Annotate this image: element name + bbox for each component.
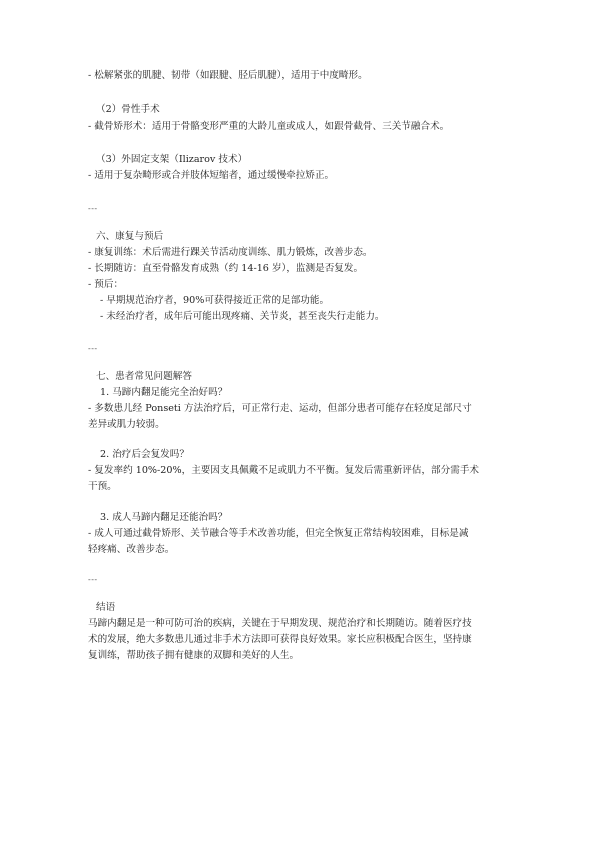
closing-heading: 结语 xyxy=(96,602,116,613)
text-line: 复训练，帮助孩子拥有健康的双脚和美好的人生。 xyxy=(88,650,300,661)
text-line: - 成人可通过截骨矫形、关节融合等手术改善功能，但完全恢复正常结构较困难，目标是减 xyxy=(88,528,469,539)
question-line: 3. 成人马蹄内翻足还能治吗？ xyxy=(100,512,228,523)
subsection-heading: （2）骨性手术 xyxy=(96,104,160,115)
subsection-heading: （3）外固定支架（Ilizarov 技术） xyxy=(96,154,248,165)
text-line: - 多数患儿经 Ponseti 方法治疗后，可正常行走、运动，但部分患者可能存在轻度足部尺寸 xyxy=(88,403,472,414)
question-line: 2. 治疗后会复发吗？ xyxy=(100,449,189,460)
text-line: 轻疼痛、改善步态。 xyxy=(88,544,175,555)
text-line: - 未经治疗者，成年后可能出现疼痛、关节炎，甚至丧失行走能力。 xyxy=(100,311,385,322)
text-line: - 预后： xyxy=(88,279,124,290)
text-line: 差异或肌力较弱。 xyxy=(88,419,165,430)
text-line: - 早期规范治疗者，90%可获得接近正常的足部功能。 xyxy=(100,295,330,306)
text-line: - 适用于复杂畸形或合并肢体短缩者，通过缓慢牵拉矫正。 xyxy=(88,170,335,181)
text-line: - 长期随访：直至骨骼发育成熟（约 14-16 岁），监测是否复发。 xyxy=(88,263,364,274)
section-heading: 七、患者常见问题解答 xyxy=(96,371,192,382)
text-line: 术的发展，绝大多数患儿通过非手术方法即可获得良好效果。家长应积极配合医生，坚持康 xyxy=(88,634,472,645)
separator: --- xyxy=(88,204,98,213)
section-heading: 六、康复与预后 xyxy=(96,231,164,242)
text-line: 干预。 xyxy=(88,481,117,492)
question-line: 1. 马蹄内翻足能完全治好吗？ xyxy=(100,387,228,398)
separator: --- xyxy=(88,344,98,353)
text-line: - 截骨矫形术：适用于骨骼变形严重的大龄儿童或成人，如跟骨截骨、三关节融合术。 xyxy=(88,121,450,132)
separator: --- xyxy=(88,575,98,584)
text-line: - 松解紧张的肌腱、韧带（如跟腱、胫后肌腱），适用于中度畸形。 xyxy=(88,70,368,81)
text-line: - 复发率约 10%-20%，主要因支具佩戴不足或肌力不平衡。复发后需重新评估，部分需手术 xyxy=(88,465,480,476)
text-line: - 康复训练：术后需进行踝关节活动度训练、肌力锻炼，改善步态。 xyxy=(88,247,373,258)
text-line: 马蹄内翻足是一种可防可治的疾病，关键在于早期发现、规范治疗和长期随访。随着医疗技 xyxy=(88,618,472,629)
